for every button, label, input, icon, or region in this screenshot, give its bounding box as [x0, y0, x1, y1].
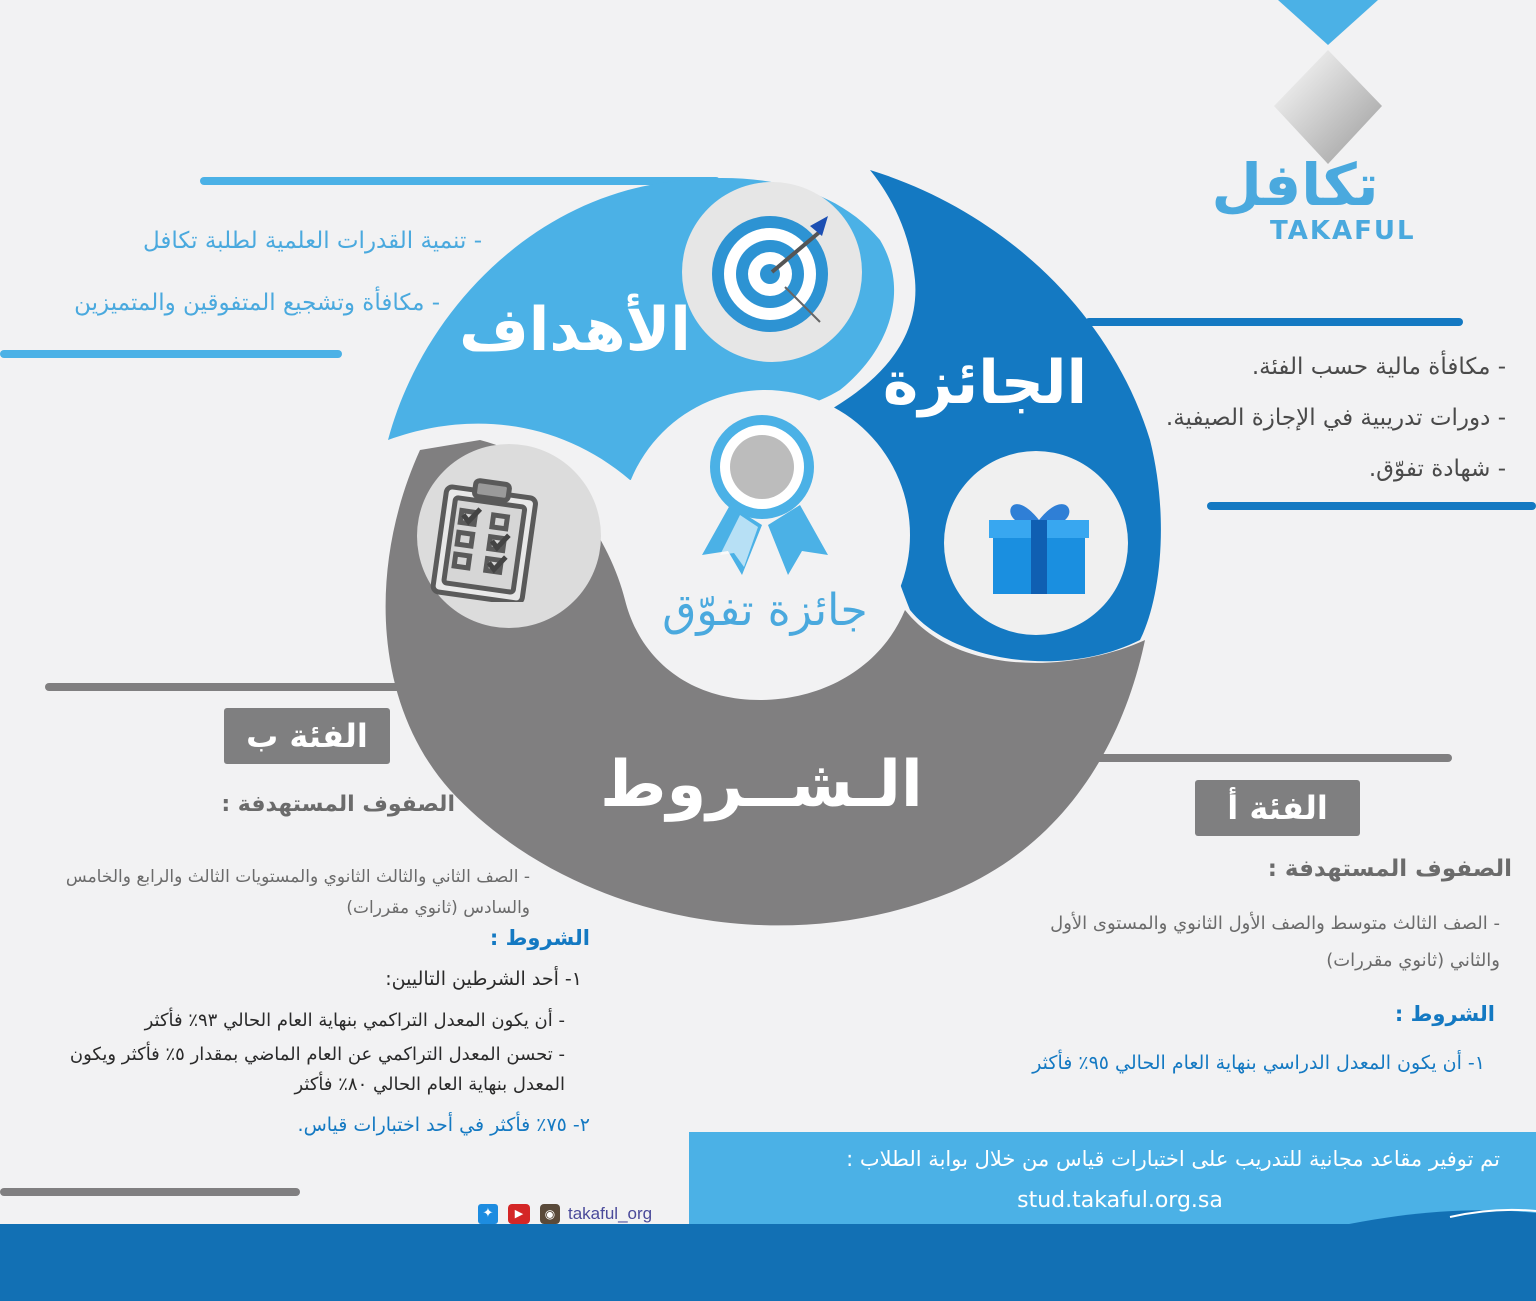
category-a-cond1: ١- أن يكون المعدل الدراسي بنهاية العام الحالي ٩٥٪ فأكثر — [1032, 1052, 1485, 1074]
category-a-conditions-heading: الشروط : — [1394, 1002, 1495, 1026]
prize-item: - شهادة تفوّق. — [1368, 456, 1506, 482]
twitter-icon[interactable]: ✦ — [478, 1204, 498, 1224]
category-b-target-line: والسادس (ثانوي مقررات) — [346, 898, 530, 918]
social-bar — [478, 1202, 678, 1226]
category-b-cond1: ١- أحد الشرطين التاليين: — [385, 968, 582, 990]
goals-list — [20, 222, 482, 322]
goal-item: - مكافأة وتشجيع المتفوقين والمتميزين — [74, 290, 440, 316]
category-b-cond1b — [40, 1040, 565, 1100]
notice-text: تم توفير مقاعد مجانية للتدريب على اختبارات قياس من خلال بوابة الطلاب : — [846, 1147, 1500, 1171]
award-title: جائزة تفوّق — [662, 585, 868, 636]
category-b-conditions-heading: الشروط : — [489, 926, 590, 950]
category-a-target-line: - الصف الثالث متوسط والصف الأول الثانوي والمستوى الأول — [1050, 913, 1500, 934]
takaful-logo — [1200, 0, 1416, 250]
category-b-cond1b-line: المعدل بنهاية العام الحالي ٨٠٪ فأكثر — [294, 1074, 565, 1095]
divider-line — [1207, 502, 1536, 510]
prize-item: - دورات تدريبية في الإجازة الصيفية. — [1165, 405, 1506, 431]
conditions-title: الـشــروط — [600, 748, 923, 822]
category-b-target-heading: الصفوف المستهدفة : — [221, 792, 455, 817]
category-a-target-line: والثاني (ثانوي مقررات) — [1326, 950, 1500, 971]
prize-item: - مكافأة مالية حسب الفئة. — [1251, 354, 1506, 380]
logo-latin: TAKAFUL — [1270, 216, 1416, 246]
category-b-cond1b-line: - تحسن المعدل التراكمي عن العام الماضي بمقدار ٥٪ فأكثر ويكون — [69, 1044, 565, 1065]
goal-item: - تنمية القدرات العلمية لطلبة تكافل — [143, 228, 482, 254]
wave-decoration — [1300, 1195, 1536, 1235]
notice-url[interactable]: stud.takaful.org.sa — [1017, 1188, 1223, 1213]
target-arrow-icon — [710, 212, 835, 337]
category-b-cond1a: - أن يكون المعدل التراكمي بنهاية العام الحالي ٩٣٪ فأكثر — [144, 1010, 565, 1031]
instagram-icon[interactable]: ◉ — [540, 1204, 560, 1224]
medal-ribbon-icon — [700, 415, 830, 585]
category-a-target-heading: الصفوف المستهدفة : — [1267, 856, 1512, 882]
category-b-target-line: - الصف الثاني والثالث الثانوي والمستويات الثالث والرابع والخامس — [65, 867, 530, 887]
category-a-target — [980, 905, 1500, 979]
logo-arabic: تكافل — [1211, 151, 1379, 219]
youtube-icon[interactable]: ▶ — [508, 1204, 530, 1224]
goals-title: الأهداف — [459, 295, 691, 365]
social-handle[interactable]: takaful_org — [568, 1204, 653, 1223]
prize-list — [1110, 342, 1506, 495]
footer-band — [0, 1224, 1536, 1301]
category-b-cond2: ٢- ٧٥٪ فأكثر في أحد اختبارات قياس. — [297, 1114, 590, 1136]
category-b-target — [10, 862, 530, 924]
category-a-tag: الفئة أ — [1195, 780, 1360, 836]
clipboard-checklist-icon — [430, 478, 540, 602]
category-b-tag: الفئة ب — [224, 708, 390, 764]
gift-box-icon — [985, 490, 1091, 596]
divider-line — [0, 1188, 300, 1196]
prize-title: الجائزة — [882, 348, 1088, 418]
divider-line — [0, 350, 342, 358]
